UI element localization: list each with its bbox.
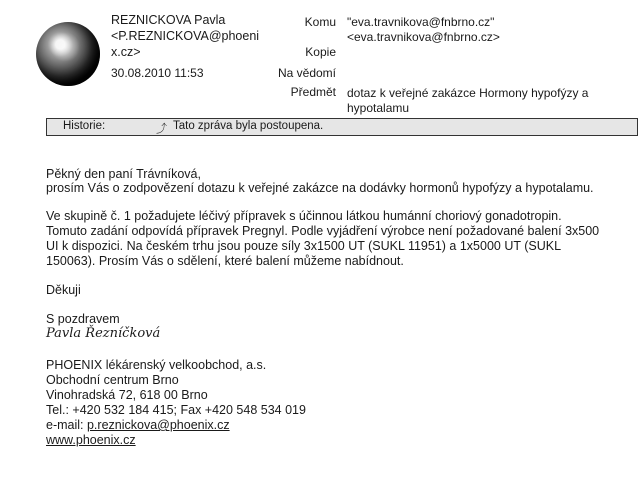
to-value-line1: "eva.travnikova@fnbrno.cz" bbox=[347, 15, 495, 29]
message-greeting: Pěkný den paní Trávníková, bbox=[46, 167, 201, 181]
footer-email-prefix: e-mail: bbox=[46, 418, 87, 432]
handwritten-signature: Pavla Řezníčková bbox=[46, 326, 161, 341]
subject-label: Předmět bbox=[290, 85, 336, 99]
footer-email-link[interactable]: p.reznickova@phoenix.cz bbox=[86, 418, 230, 432]
message-regards: S pozdravem bbox=[46, 312, 120, 326]
message-p2-line3: UI k dispozici. Na českém trhu jsou pouze síly 3x1500 UT (SUKL 11951) a 1x5000 UT (SUKL bbox=[46, 239, 562, 253]
sender-email-line2: x.cz> bbox=[111, 45, 141, 59]
message-p2-line4: 150063). Prosím Vás o sdělení, které balení můžeme nabídnout. bbox=[46, 254, 404, 268]
sender-email-line1: <P.REZNICKOVA@phoeni bbox=[111, 29, 260, 43]
message-p2-line2: Tomuto zadání odpovídá přípravek Pregnyl. Podle vyjádření výrobce není požadované balení 3x500 bbox=[46, 224, 600, 238]
footer-center: Obchodní centrum Brno bbox=[46, 373, 179, 387]
subject-field bbox=[347, 86, 588, 116]
footer-company: PHOENIX lékárenský velkoobchod, a.s. bbox=[46, 358, 267, 372]
cc-label: Kopie bbox=[305, 45, 336, 59]
message-line1: prosím Vás o zodpovězení dotazu k veřejné zakázce na dodávky hormonů hypofýzy a hypotalamu. bbox=[46, 181, 594, 195]
sender-avatar bbox=[36, 22, 100, 86]
to-label: Komu bbox=[304, 15, 336, 29]
sender-name: REZNICKOVA Pavla bbox=[111, 13, 226, 27]
footer-email-line bbox=[46, 417, 636, 433]
footer-phone: Tel.: +420 532 184 415; Fax +420 548 534 019 bbox=[46, 403, 306, 417]
to-field[interactable] bbox=[347, 15, 500, 45]
bcc-label: Na vědomí bbox=[277, 66, 336, 80]
message-thanks: Děkuji bbox=[46, 283, 81, 297]
forward-arrow-icon: ⤴ bbox=[156, 123, 167, 135]
history-label: Historie: bbox=[63, 120, 106, 132]
subject-line2: hypotalamu bbox=[347, 101, 410, 115]
footer-web-line bbox=[46, 432, 636, 448]
footer-address: Vinohradská 72, 618 00 Brno bbox=[46, 388, 208, 402]
sent-date: 30.08.2010 11:53 bbox=[111, 66, 204, 80]
message-p2-line1: Ve skupině č. 1 požadujete léčivý přípravek s účinnou látkou humánní choriový gonadotropin. bbox=[46, 209, 562, 223]
history-bar[interactable] bbox=[46, 118, 638, 136]
to-value-line2: <eva.travnikova@fnbrno.cz> bbox=[347, 30, 500, 44]
footer-web-link[interactable]: www.phoenix.cz bbox=[46, 433, 136, 447]
history-text: Tato zpráva byla postoupena. bbox=[173, 120, 324, 132]
subject-line1: dotaz k veřejné zakázce Hormony hypofýzy a bbox=[347, 86, 589, 100]
